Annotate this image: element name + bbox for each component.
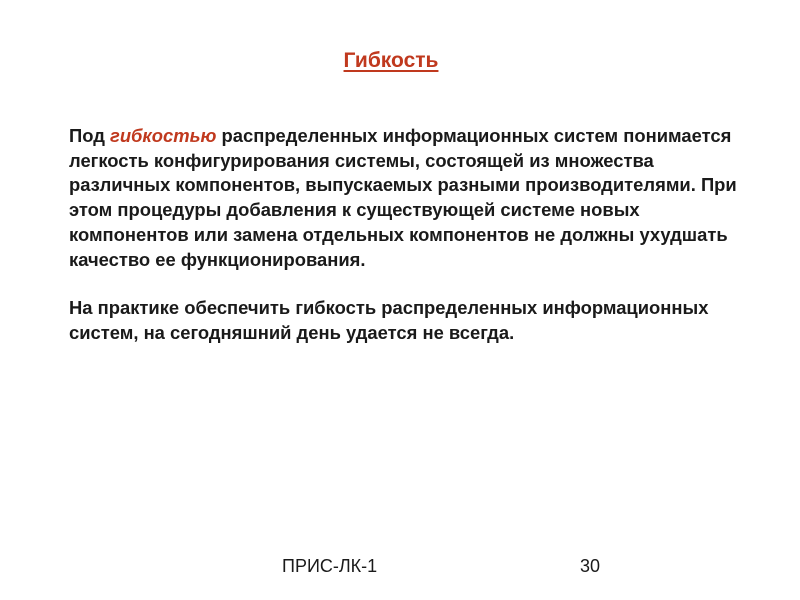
footer-label: ПРИС-ЛК-1 bbox=[282, 556, 378, 576]
emphasized-term: гибкостью bbox=[110, 125, 217, 146]
paragraph-rest: распределенных информационных систем понимается легкость конфигурирования системы, состоящей из множества различных компонентов, выпускаемых разными производителями. При этом процедуры добавления к существующей системе новых компонентов или замена отдельных компонентов не должны ухудшать качество ее функционирования. bbox=[69, 125, 737, 270]
slide-body bbox=[69, 124, 759, 346]
paragraph-lead: Под bbox=[69, 125, 110, 146]
paragraph-definition bbox=[69, 124, 759, 272]
page-number: 30 bbox=[580, 556, 601, 576]
slide-title: Гибкость bbox=[343, 49, 439, 72]
paragraph-practice: На практике обеспечить гибкость распределенных информационных систем, на сегодняшний день удается не всегда. bbox=[69, 297, 709, 343]
